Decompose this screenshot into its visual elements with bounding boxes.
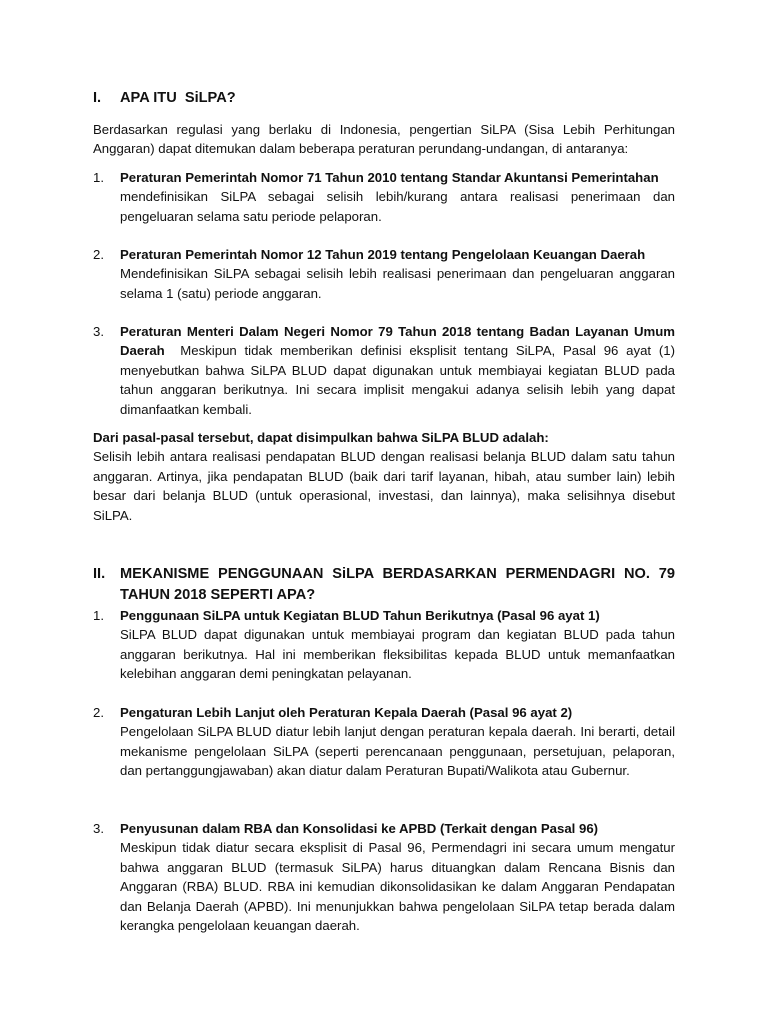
section-1-item-2-title: Peraturan Pemerintah Nomor 12 Tahun 2019 tentang Pengelolaan Keuangan Daerah [120, 247, 646, 262]
section-2-item-2-body: Pengelolaan SiLPA BLUD diatur lebih lanjut dengan peraturan kepala daerah. Ini berarti, detail mekanisme pengelolaan SiLPA (seperti perencanaan penggunaan, persetujuan, pelaporan, dan pertanggungjawaban) akan diatur dalam Peraturan Bupati/Walikota atau Gubernur. [120, 724, 675, 779]
conclusion-title: Dari pasal-pasal tersebut, dapat disimpulkan bahwa SiLPA BLUD adalah: [93, 430, 549, 445]
section-1-item-1-body: mendefinisikan SiLPA sebagai selisih lebih/kurang antara realisasi penerimaan dan pengeluaran selama satu periode pelaporan. [120, 189, 675, 224]
section-1-intro: Berdasarkan regulasi yang berlaku di Indonesia, pengertian SiLPA (Sisa Lebih Perhitungan Anggaran) dapat ditemukan dalam beberapa peraturan perundang-undangan, di antaranya: [93, 122, 675, 157]
section-2-item-3-body: Meskipun tidak diatur secara eksplisit di Pasal 96, Permendagri ini secara umum mengatur bahwa anggaran BLUD (termasuk SiLPA) harus dituangkan dalam Rencana Bisnis dan Anggaran (RBA) BLUD. RBA ini kemudian dikonsolidasikan ke dalam Anggaran Pendapatan dan Belanja Daerah (APBD). Ini menunjukkan bahwa pengelolaan SiLPA tetap berada dalam kerangka pengelolaan keuangan daerah. [120, 840, 675, 934]
section-2-item-2-number: 2. [93, 705, 104, 720]
section-2-item-1 [120, 606, 675, 684]
section-2-item-1-title: Penggunaan SiLPA untuk Kegiatan BLUD Tahun Berikutnya (Pasal 96 ayat 1) [120, 608, 600, 623]
section-1-item-3 [120, 322, 675, 419]
section-2-item-3 [120, 819, 675, 935]
section-2-item-1-number: 1. [93, 608, 104, 623]
section-2-item-3-number: 3. [93, 821, 104, 836]
section-1-item-2-number: 2. [93, 247, 104, 262]
conclusion-body: Selisih lebih antara realisasi pendapatan BLUD dengan realisasi belanja BLUD dalam satu tahun anggaran. Artinya, jika pendapatan BLUD (baik dari tarif layanan, hibah, atau sumber lain) lebih besar dari belanja BLUD (untuk operasional, investasi, dan lainnya), maka selisihnya disebut SiLPA. [93, 449, 675, 523]
section-1-heading [93, 88, 675, 109]
section-1-item-3-body: Meskipun tidak memberikan definisi eksplisit tentang SiLPA, Pasal 96 ayat (1) menyebutkan bahwa SiLPA BLUD dapat digunakan untuk membiayai kegiatan BLUD pada tahun anggaran berikutnya. Ini secara implisit mengakui adanya selisih lebih yang dapat dimanfaatkan kembali. [120, 343, 676, 417]
section-1-conclusion [93, 428, 675, 525]
section-1-item-1-title: Peraturan Pemerintah Nomor 71 Tahun 2010 tentang Standar Akuntansi Pemerintahan [120, 170, 659, 185]
section-2-item-1-body: SiLPA BLUD dapat digunakan untuk membiayai program dan kegiatan BLUD pada tahun anggaran berikutnya. Hal ini memberikan fleksibilitas kepada BLUD untuk memanfaatkan kelebihan anggaran demi peningkatan pelayanan. [120, 627, 675, 682]
section-2-item-3-title: Penyusunan dalam RBA dan Konsolidasi ke APBD (Terkait dengan Pasal 96) [120, 821, 599, 836]
section-1-title: APA ITU SiLPA? [120, 90, 236, 106]
section-2-item-2-title: Pengaturan Lebih Lanjut oleh Peraturan Kepala Daerah (Pasal 96 ayat 2) [120, 705, 573, 720]
section-1-item-1 [120, 168, 675, 226]
section-1-number: I. [93, 90, 102, 106]
section-1-item-3-number: 3. [93, 324, 104, 339]
section-1-item-1-number: 1. [93, 170, 104, 185]
section-1-item-3-text [120, 322, 675, 419]
section-2-heading [93, 564, 675, 606]
section-2-item-2 [120, 703, 675, 781]
section-2-number: II. [93, 566, 106, 582]
section-2-title: MEKANISME PENGGUNAAN SiLPA BERDASARKAN PERMENDAGRI NO. 79 TAHUN 2018 SEPERTI APA? [120, 566, 675, 603]
section-1-item-2-body: Mendefinisikan SiLPA sebagai selisih lebih realisasi penerimaan dan pengeluaran anggaran selama 1 (satu) periode anggaran. [120, 266, 675, 301]
section-1-item-2 [120, 245, 675, 303]
section-1-item-3-title: Peraturan Menteri Dalam Negeri Nomor 79 Tahun 2018 tentang Badan Layanan Umum Daerah [120, 324, 675, 359]
